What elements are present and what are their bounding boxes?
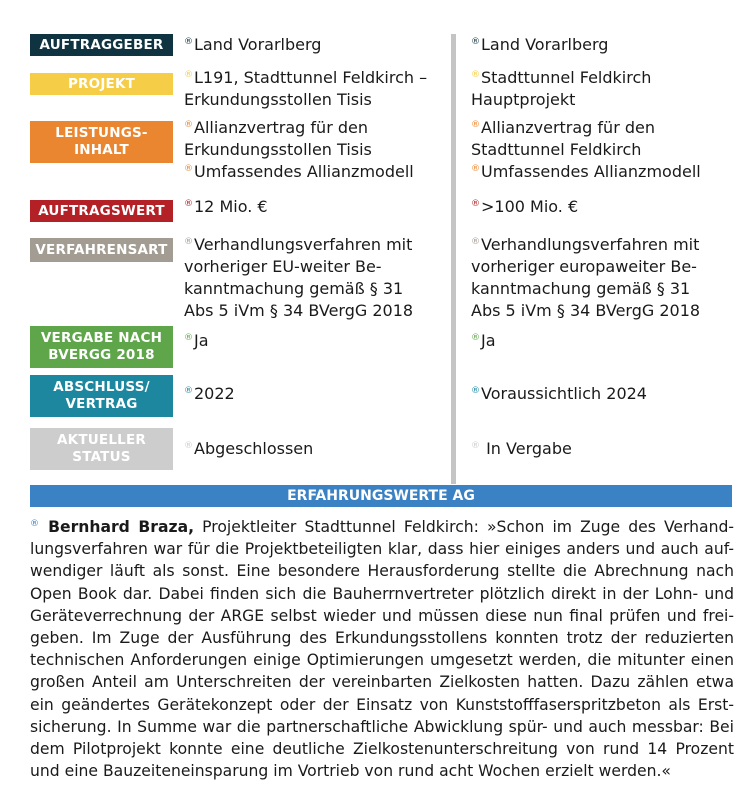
bullet-icon: ® bbox=[184, 333, 193, 343]
bullet-icon: ® bbox=[471, 199, 480, 209]
abschluss-left-text: 2022 bbox=[194, 384, 235, 403]
leistungsinhalt-right-a-text: Allianzvertrag für den Stadttunnel Feldkirch bbox=[471, 118, 655, 159]
verfahrensart-left-text: Verhandlungsverfahren mit vorheriger EU-weiter Be- kanntmachung gemäß § 31 Abs 5 iVm § 34 BVergG 2018 bbox=[184, 235, 414, 320]
bullet-icon: ® bbox=[184, 37, 193, 47]
leistungsinhalt-left-b-text: Umfassendes Allianzmodell bbox=[194, 162, 414, 181]
label-leistungsinhalt: LEISTUNGS- INHALT bbox=[30, 121, 173, 163]
projekt-left-text: L191, Stadttunnel Feldkirch – Erkundungsstollen Tisis bbox=[184, 68, 428, 109]
quote-text: Projektleiter Stadttunnel Feldkirch: »Schon im Zuge des Verhand-lungsverfahren war für die Projektbeteiligten klar, dass hier einiges anders und auch auf-wendiger läuft als sonst. Eine besondere Herausforderung stellte die Abrechnung nach Open Book dar. Dabei finden sich die Bauherrnvertreter plötzlich direkt in der Lohn- und Geräteverrechnung der ARGE selbst wieder und müssen diese nun final prüfen und frei-geben. Im Zuge der Ausführung des Erkundungsstollens konnten trotz der reduzierten technischen Anforderungen einige Optimierungen umgesetzt werden, die mitunter einen großen Anteil am Unterschreiten der vereinbarten Zielkosten hatten. Dazu zählen etwa ein geändertes Gerätekonzept oder der Einsatz von Kunststofffaserspritzbeton als Erst-sicherung. In Summe war die partnerschaftliche Abwicklung spür- und auch messbar: Bei dem Pilotprojekt konnte eine deutliche Zielkostenunterschreitung von rund 14 Prozent und eine Bauzeiteneinsparung im Vortrieb von rund acht Wochen erzielt werden.« bbox=[30, 518, 734, 781]
bullet-icon: ® bbox=[184, 386, 193, 396]
leistungsinhalt-right-b bbox=[471, 161, 736, 183]
auftragswert-right bbox=[471, 196, 736, 218]
label-vergabe: VERGABE NACH BVERGG 2018 bbox=[30, 326, 173, 368]
bullet-icon: ® bbox=[471, 441, 480, 451]
status-left bbox=[184, 438, 449, 460]
bullet-icon: ® bbox=[184, 164, 193, 174]
leistungsinhalt-right-a bbox=[471, 117, 736, 161]
auftragswert-left bbox=[184, 196, 449, 218]
label-projekt: PROJEKT bbox=[30, 73, 173, 95]
quote-paragraph bbox=[30, 516, 734, 782]
status-right-text: In Vergabe bbox=[481, 439, 572, 458]
label-abschluss-vertrag: ABSCHLUSS/ VERTRAG bbox=[30, 375, 173, 417]
vergabe-left-text: Ja bbox=[194, 331, 209, 350]
abschluss-right bbox=[471, 383, 736, 405]
bullet-icon: ® bbox=[184, 199, 193, 209]
auftraggeber-right-text: Land Vorarlberg bbox=[481, 35, 609, 54]
projekt-right bbox=[471, 67, 736, 111]
bullet-icon: ® bbox=[471, 386, 480, 396]
vergabe-right bbox=[471, 330, 736, 352]
projekt-right-text: Stadttunnel Feldkirch Hauptprojekt bbox=[471, 68, 652, 109]
leistungsinhalt-left-a-text: Allianzvertrag für den Erkundungsstollen Tisis bbox=[184, 118, 372, 159]
vergabe-left bbox=[184, 330, 449, 352]
verfahrensart-left bbox=[184, 234, 449, 322]
quote-author: Bernhard Braza, bbox=[48, 518, 195, 536]
bullet-icon: ® bbox=[471, 164, 480, 174]
abschluss-right-text: Voraussichtlich 2024 bbox=[481, 384, 647, 403]
section-banner: ERFAHRUNGSWERTE AG bbox=[30, 485, 732, 507]
vergabe-right-text: Ja bbox=[481, 331, 496, 350]
status-left-text: Abgeschlossen bbox=[194, 439, 314, 458]
column-divider bbox=[451, 34, 456, 484]
label-aktueller-status: AKTUELLER STATUS bbox=[30, 428, 173, 470]
label-auftraggeber: AUFTRAGGEBER bbox=[30, 34, 173, 56]
verfahrensart-right-text: Verhandlungsverfahren mit vorheriger europaweiter Be- kanntmachung gemäß § 31 Abs 5 iVm § 34 BVergG 2018 bbox=[471, 235, 701, 320]
bullet-icon: ® bbox=[471, 333, 480, 343]
verfahrensart-right bbox=[471, 234, 736, 322]
bullet-icon: ® bbox=[184, 441, 193, 451]
bullet-icon: ® bbox=[184, 70, 193, 80]
label-verfahrensart: VERFAHRENSART bbox=[30, 238, 173, 262]
auftraggeber-left bbox=[184, 34, 449, 56]
auftragswert-left-text: 12 Mio. € bbox=[194, 197, 268, 216]
projekt-left bbox=[184, 67, 449, 111]
bullet-icon: ® bbox=[471, 237, 480, 247]
leistungsinhalt-left-a bbox=[184, 117, 449, 161]
auftraggeber-right bbox=[471, 34, 736, 56]
status-right bbox=[471, 438, 736, 460]
auftraggeber-left-text: Land Vorarlberg bbox=[194, 35, 322, 54]
bullet-icon: ® bbox=[471, 120, 480, 130]
leistungsinhalt-right-b-text: Umfassendes Allianzmodell bbox=[481, 162, 701, 181]
bullet-icon: ® bbox=[471, 70, 480, 80]
auftragswert-right-text: >100 Mio. € bbox=[481, 197, 579, 216]
label-auftragswert: AUFTRAGSWERT bbox=[30, 200, 173, 222]
bullet-icon: ® bbox=[184, 120, 193, 130]
bullet-icon: ® bbox=[184, 237, 193, 247]
bullet-icon: ® bbox=[471, 37, 480, 47]
bullet-icon: ® bbox=[30, 519, 39, 529]
abschluss-left bbox=[184, 383, 449, 405]
leistungsinhalt-left-b bbox=[184, 161, 449, 183]
